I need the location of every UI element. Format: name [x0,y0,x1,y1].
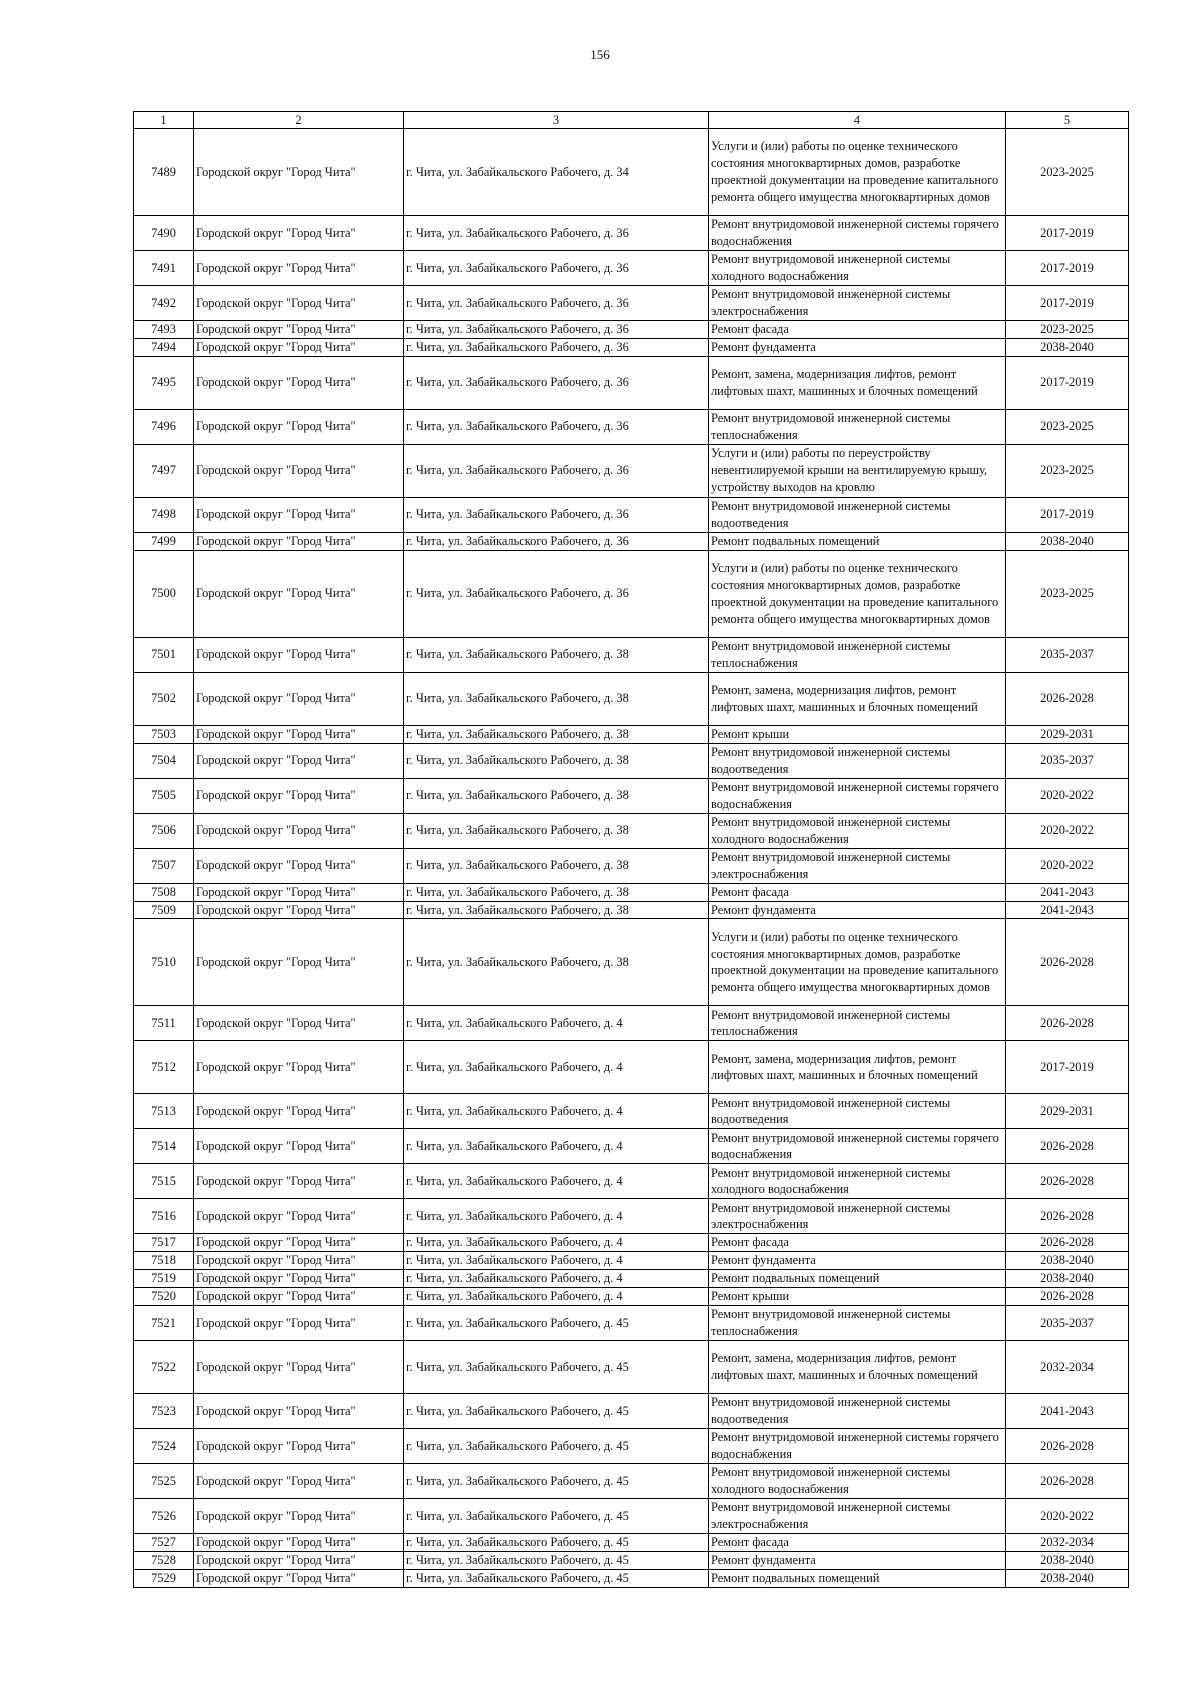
municipality-cell: Городской округ "Город Чита" [194,1129,404,1164]
period-cell: 2020-2022 [1006,813,1129,848]
work-type-cell: Ремонт внутридомовой инженерной системы горячего водоснабжения [709,216,1006,251]
row-number-cell: 7499 [134,532,194,550]
address-cell: г. Чита, ул. Забайкальского Рабочего, д. 45 [404,1551,709,1569]
municipality-cell: Городской округ "Город Чита" [194,1164,404,1199]
table-row [134,883,1129,901]
period-cell: 2032-2034 [1006,1341,1129,1394]
municipality-cell: Городской округ "Город Чита" [194,1199,404,1234]
address-cell: г. Чита, ул. Забайкальского Рабочего, д. 38 [404,848,709,883]
period-cell: 2017-2019 [1006,356,1129,409]
address-cell: г. Чита, ул. Забайкальского Рабочего, д. 4 [404,1288,709,1306]
period-cell: 2038-2040 [1006,338,1129,356]
work-type-cell: Ремонт внутридомовой инженерной системы водоотведения [709,1394,1006,1429]
municipality-cell: Городской округ "Город Чита" [194,813,404,848]
work-type-cell: Ремонт, замена, модернизация лифтов, ремонт лифтовых шахт, машинных и блочных помещений [709,672,1006,725]
period-cell: 2023-2025 [1006,444,1129,497]
period-cell: 2017-2019 [1006,1041,1129,1094]
period-cell: 2035-2037 [1006,637,1129,672]
table-row [134,672,1129,725]
period-cell: 2041-2043 [1006,883,1129,901]
table-row [134,1464,1129,1499]
table-row [134,637,1129,672]
municipality-cell: Городской округ "Город Чита" [194,1270,404,1288]
table-row [134,1199,1129,1234]
table-body [134,129,1129,1588]
table-row [134,1164,1129,1199]
municipality-cell: Городской округ "Город Чита" [194,356,404,409]
work-type-cell: Ремонт подвальных помещений [709,1270,1006,1288]
table-row [134,497,1129,532]
municipality-cell: Городской округ "Город Чита" [194,1288,404,1306]
address-cell: г. Чита, ул. Забайкальского Рабочего, д. 45 [404,1341,709,1394]
municipality-cell: Городской округ "Город Чита" [194,532,404,550]
work-type-cell: Ремонт фундамента [709,901,1006,919]
row-number-cell: 7507 [134,848,194,883]
address-cell: г. Чита, ул. Забайкальского Рабочего, д. 38 [404,919,709,1006]
period-cell: 2035-2037 [1006,1306,1129,1341]
repair-schedule-table [133,111,1129,1588]
address-cell: г. Чита, ул. Забайкальского Рабочего, д. 4 [404,1199,709,1234]
municipality-cell: Городской округ "Город Чита" [194,848,404,883]
address-cell: г. Чита, ул. Забайкальского Рабочего, д. 38 [404,813,709,848]
period-cell: 2038-2040 [1006,532,1129,550]
work-type-cell: Ремонт внутридомовой инженерной системы холодного водоснабжения [709,251,1006,286]
row-number-cell: 7503 [134,725,194,743]
work-type-cell: Ремонт внутридомовой инженерной системы горячего водоснабжения [709,778,1006,813]
period-cell: 2020-2022 [1006,1499,1129,1534]
period-cell: 2038-2040 [1006,1551,1129,1569]
period-cell: 2026-2028 [1006,1288,1129,1306]
address-cell: г. Чита, ул. Забайкальского Рабочего, д. 36 [404,409,709,444]
period-cell: 2038-2040 [1006,1569,1129,1587]
municipality-cell: Городской округ "Город Чита" [194,286,404,321]
work-type-cell: Ремонт внутридомовой инженерной системы теплоснабжения [709,409,1006,444]
table-row [134,251,1129,286]
row-number-cell: 7506 [134,813,194,848]
address-cell: г. Чита, ул. Забайкальского Рабочего, д. 4 [404,1041,709,1094]
row-number-cell: 7512 [134,1041,194,1094]
municipality-cell: Городской округ "Город Чита" [194,321,404,339]
work-type-cell: Ремонт внутридомовой инженерной системы холодного водоснабжения [709,1164,1006,1199]
row-number-cell: 7493 [134,321,194,339]
row-number-cell: 7519 [134,1270,194,1288]
address-cell: г. Чита, ул. Забайкальского Рабочего, д. 38 [404,725,709,743]
row-number-cell: 7501 [134,637,194,672]
address-cell: г. Чита, ул. Забайкальского Рабочего, д. 4 [404,1252,709,1270]
work-type-cell: Ремонт внутридомовой инженерной системы горячего водоснабжения [709,1429,1006,1464]
work-type-cell: Ремонт внутридомовой инженерной системы водоотведения [709,497,1006,532]
table-row [134,286,1129,321]
table-row [134,1429,1129,1464]
address-cell: г. Чита, ул. Забайкальского Рабочего, д. 4 [404,1006,709,1041]
work-type-cell: Ремонт внутридомовой инженерной системы электроснабжения [709,286,1006,321]
row-number-cell: 7504 [134,743,194,778]
table-row [134,1252,1129,1270]
work-type-cell: Ремонт, замена, модернизация лифтов, ремонт лифтовых шахт, машинных и блочных помещений [709,1041,1006,1094]
work-type-cell: Ремонт внутридомовой инженерной системы электроснабжения [709,848,1006,883]
work-type-cell: Ремонт фасада [709,321,1006,339]
row-number-cell: 7502 [134,672,194,725]
municipality-cell: Городской округ "Город Чита" [194,1429,404,1464]
address-cell: г. Чита, ул. Забайкальского Рабочего, д. 4 [404,1270,709,1288]
work-type-cell: Ремонт внутридомовой инженерной системы теплоснабжения [709,637,1006,672]
row-number-cell: 7514 [134,1129,194,1164]
municipality-cell: Городской округ "Город Чита" [194,672,404,725]
address-cell: г. Чита, ул. Забайкальского Рабочего, д. 38 [404,743,709,778]
table-row [134,338,1129,356]
work-type-cell: Ремонт внутридомовой инженерной системы холодного водоснабжения [709,1464,1006,1499]
row-number-cell: 7518 [134,1252,194,1270]
period-cell: 2032-2034 [1006,1534,1129,1552]
municipality-cell: Городской округ "Город Чита" [194,901,404,919]
period-cell: 2026-2028 [1006,1164,1129,1199]
period-cell: 2023-2025 [1006,550,1129,637]
municipality-cell: Городской округ "Город Чита" [194,409,404,444]
period-cell: 2026-2028 [1006,1234,1129,1252]
address-cell: г. Чита, ул. Забайкальского Рабочего, д. 45 [404,1306,709,1341]
period-cell: 2023-2025 [1006,129,1129,216]
municipality-cell: Городской округ "Город Чита" [194,637,404,672]
table-row [134,409,1129,444]
row-number-cell: 7497 [134,444,194,497]
row-number-cell: 7511 [134,1006,194,1041]
row-number-cell: 7510 [134,919,194,1006]
municipality-cell: Городской округ "Город Чита" [194,1094,404,1129]
work-type-cell: Ремонт крыши [709,1288,1006,1306]
address-cell: г. Чита, ул. Забайкальского Рабочего, д. 38 [404,883,709,901]
table-row [134,1094,1129,1129]
address-cell: г. Чита, ул. Забайкальского Рабочего, д. 38 [404,672,709,725]
table-row [134,1041,1129,1094]
work-type-cell: Ремонт, замена, модернизация лифтов, ремонт лифтовых шахт, машинных и блочных помещений [709,1341,1006,1394]
municipality-cell: Городской округ "Город Чита" [194,1234,404,1252]
address-cell: г. Чита, ул. Забайкальского Рабочего, д. 4 [404,1234,709,1252]
row-number-cell: 7509 [134,901,194,919]
address-cell: г. Чита, ул. Забайкальского Рабочего, д. 45 [404,1429,709,1464]
row-number-cell: 7523 [134,1394,194,1429]
period-cell: 2017-2019 [1006,286,1129,321]
table-row [134,1288,1129,1306]
work-type-cell: Ремонт внутридомовой инженерной системы теплоснабжения [709,1306,1006,1341]
work-type-cell: Ремонт внутридомовой инженерной системы горячего водоснабжения [709,1129,1006,1164]
address-cell: г. Чита, ул. Забайкальского Рабочего, д. 4 [404,1094,709,1129]
municipality-cell: Городской округ "Город Чита" [194,1006,404,1041]
municipality-cell: Городской округ "Город Чита" [194,1499,404,1534]
work-type-cell: Ремонт внутридомовой инженерной системы холодного водоснабжения [709,813,1006,848]
table-row [134,1551,1129,1569]
table-row [134,1129,1129,1164]
work-type-cell: Ремонт внутридомовой инженерной системы теплоснабжения [709,1006,1006,1041]
row-number-cell: 7522 [134,1341,194,1394]
row-number-cell: 7498 [134,497,194,532]
address-cell: г. Чита, ул. Забайкальского Рабочего, д. 45 [404,1394,709,1429]
period-cell: 2020-2022 [1006,848,1129,883]
work-type-cell: Ремонт фундамента [709,338,1006,356]
row-number-cell: 7529 [134,1569,194,1587]
work-type-cell: Ремонт внутридомовой инженерной системы электроснабжения [709,1499,1006,1534]
header-col-5: 5 [1006,112,1129,129]
work-type-cell: Ремонт, замена, модернизация лифтов, ремонт лифтовых шахт, машинных и блочных помещений [709,356,1006,409]
work-type-cell: Услуги и (или) работы по переустройству невентилируемой крыши на вентилируемую крышу, устройству выходов на кровлю [709,444,1006,497]
address-cell: г. Чита, ул. Забайкальского Рабочего, д. 34 [404,129,709,216]
work-type-cell: Ремонт внутридомовой инженерной системы водоотведения [709,1094,1006,1129]
municipality-cell: Городской округ "Город Чита" [194,550,404,637]
municipality-cell: Городской округ "Город Чита" [194,216,404,251]
work-type-cell: Услуги и (или) работы по оценке технического состояния многоквартирных домов, разработке проектной документации на проведение капитального ремонта общего имущества многоквартирных домов [709,550,1006,637]
municipality-cell: Городской округ "Город Чита" [194,1534,404,1552]
page-number: 156 [590,47,610,62]
address-cell: г. Чита, ул. Забайкальского Рабочего, д. 45 [404,1499,709,1534]
table-row [134,1306,1129,1341]
municipality-cell: Городской округ "Город Чита" [194,919,404,1006]
table-row [134,356,1129,409]
work-type-cell: Ремонт крыши [709,725,1006,743]
work-type-cell: Услуги и (или) работы по оценке технического состояния многоквартирных домов, разработке проектной документации на проведение капитального ремонта общего имущества многоквартирных домов [709,129,1006,216]
address-cell: г. Чита, ул. Забайкальского Рабочего, д. 45 [404,1534,709,1552]
period-cell: 2017-2019 [1006,251,1129,286]
period-cell: 2026-2028 [1006,919,1129,1006]
work-type-cell: Ремонт подвальных помещений [709,1569,1006,1587]
table-row [134,725,1129,743]
period-cell: 2026-2028 [1006,1129,1129,1164]
table-row [134,1270,1129,1288]
address-cell: г. Чита, ул. Забайкальского Рабочего, д. 4 [404,1164,709,1199]
municipality-cell: Городской округ "Город Чита" [194,338,404,356]
row-number-cell: 7491 [134,251,194,286]
work-type-cell: Ремонт фасада [709,1234,1006,1252]
period-cell: 2035-2037 [1006,743,1129,778]
row-number-cell: 7495 [134,356,194,409]
row-number-cell: 7500 [134,550,194,637]
work-type-cell: Ремонт фундамента [709,1252,1006,1270]
address-cell: г. Чита, ул. Забайкальского Рабочего, д. 36 [404,216,709,251]
municipality-cell: Городской округ "Город Чита" [194,1394,404,1429]
table-row [134,1534,1129,1552]
header-col-3: 3 [404,112,709,129]
municipality-cell: Городской округ "Город Чита" [194,1041,404,1094]
row-number-cell: 7516 [134,1199,194,1234]
period-cell: 2026-2028 [1006,1006,1129,1041]
work-type-cell: Ремонт фундамента [709,1551,1006,1569]
table-row [134,321,1129,339]
period-cell: 2023-2025 [1006,321,1129,339]
address-cell: г. Чита, ул. Забайкальского Рабочего, д. 4 [404,1129,709,1164]
table-row [134,444,1129,497]
period-cell: 2026-2028 [1006,672,1129,725]
header-col-4: 4 [709,112,1006,129]
address-cell: г. Чита, ул. Забайкальского Рабочего, д. 38 [404,778,709,813]
table-row [134,216,1129,251]
municipality-cell: Городской округ "Город Чита" [194,1306,404,1341]
row-number-cell: 7521 [134,1306,194,1341]
period-cell: 2023-2025 [1006,409,1129,444]
period-cell: 2038-2040 [1006,1252,1129,1270]
header-col-2: 2 [194,112,404,129]
table-row [134,1569,1129,1587]
table-row [134,1234,1129,1252]
address-cell: г. Чита, ул. Забайкальского Рабочего, д. 38 [404,637,709,672]
table-row [134,919,1129,1006]
address-cell: г. Чита, ул. Забайкальского Рабочего, д. 36 [404,251,709,286]
municipality-cell: Городской округ "Город Чита" [194,883,404,901]
row-number-cell: 7525 [134,1464,194,1499]
address-cell: г. Чита, ул. Забайкальского Рабочего, д. 45 [404,1569,709,1587]
municipality-cell: Городской округ "Город Чита" [194,444,404,497]
row-number-cell: 7524 [134,1429,194,1464]
row-number-cell: 7520 [134,1288,194,1306]
row-number-cell: 7517 [134,1234,194,1252]
row-number-cell: 7494 [134,338,194,356]
period-cell: 2026-2028 [1006,1429,1129,1464]
work-type-cell: Ремонт подвальных помещений [709,532,1006,550]
period-cell: 2038-2040 [1006,1270,1129,1288]
municipality-cell: Городской округ "Город Чита" [194,251,404,286]
period-cell: 2026-2028 [1006,1199,1129,1234]
address-cell: г. Чита, ул. Забайкальского Рабочего, д. 38 [404,901,709,919]
address-cell: г. Чита, ул. Забайкальского Рабочего, д. 36 [404,356,709,409]
header-col-1: 1 [134,112,194,129]
row-number-cell: 7489 [134,129,194,216]
address-cell: г. Чита, ул. Забайкальского Рабочего, д. 36 [404,321,709,339]
table-row [134,129,1129,216]
table-row [134,1394,1129,1429]
period-cell: 2017-2019 [1006,497,1129,532]
work-type-cell: Ремонт фасада [709,883,1006,901]
period-cell: 2017-2019 [1006,216,1129,251]
work-type-cell: Ремонт внутридомовой инженерной системы электроснабжения [709,1199,1006,1234]
table-row [134,532,1129,550]
municipality-cell: Городской округ "Город Чита" [194,129,404,216]
row-number-cell: 7508 [134,883,194,901]
row-number-cell: 7492 [134,286,194,321]
municipality-cell: Городской округ "Город Чита" [194,497,404,532]
period-cell: 2041-2043 [1006,1394,1129,1429]
address-cell: г. Чита, ул. Забайкальского Рабочего, д. 36 [404,550,709,637]
address-cell: г. Чита, ул. Забайкальского Рабочего, д. 36 [404,532,709,550]
row-number-cell: 7528 [134,1551,194,1569]
table-row [134,778,1129,813]
table-row [134,848,1129,883]
address-cell: г. Чита, ул. Забайкальского Рабочего, д. 36 [404,338,709,356]
period-cell: 2020-2022 [1006,778,1129,813]
address-cell: г. Чита, ул. Забайкальского Рабочего, д. 45 [404,1464,709,1499]
table-row [134,550,1129,637]
municipality-cell: Городской округ "Город Чита" [194,1341,404,1394]
table-row [134,813,1129,848]
address-cell: г. Чита, ул. Забайкальского Рабочего, д. 36 [404,444,709,497]
row-number-cell: 7490 [134,216,194,251]
period-cell: 2026-2028 [1006,1464,1129,1499]
row-number-cell: 7496 [134,409,194,444]
row-number-cell: 7526 [134,1499,194,1534]
period-cell: 2029-2031 [1006,1094,1129,1129]
work-type-cell: Ремонт внутридомовой инженерной системы водоотведения [709,743,1006,778]
municipality-cell: Городской округ "Город Чита" [194,1551,404,1569]
work-type-cell: Ремонт фасада [709,1534,1006,1552]
municipality-cell: Городской округ "Город Чита" [194,1252,404,1270]
municipality-cell: Городской округ "Город Чита" [194,743,404,778]
row-number-cell: 7505 [134,778,194,813]
table-row [134,1341,1129,1394]
work-type-cell: Услуги и (или) работы по оценке технического состояния многоквартирных домов, разработке проектной документации на проведение капитального ремонта общего имущества многоквартирных домов [709,919,1006,1006]
period-cell: 2029-2031 [1006,725,1129,743]
municipality-cell: Городской округ "Город Чита" [194,725,404,743]
header-row [134,112,1129,129]
table-row [134,1499,1129,1534]
table-row [134,901,1129,919]
period-cell: 2041-2043 [1006,901,1129,919]
row-number-cell: 7513 [134,1094,194,1129]
table-row [134,1006,1129,1041]
row-number-cell: 7527 [134,1534,194,1552]
row-number-cell: 7515 [134,1164,194,1199]
municipality-cell: Городской округ "Город Чита" [194,778,404,813]
address-cell: г. Чита, ул. Забайкальского Рабочего, д. 36 [404,497,709,532]
municipality-cell: Городской округ "Город Чита" [194,1464,404,1499]
address-cell: г. Чита, ул. Забайкальского Рабочего, д. 36 [404,286,709,321]
table-row [134,743,1129,778]
municipality-cell: Городской округ "Город Чита" [194,1569,404,1587]
